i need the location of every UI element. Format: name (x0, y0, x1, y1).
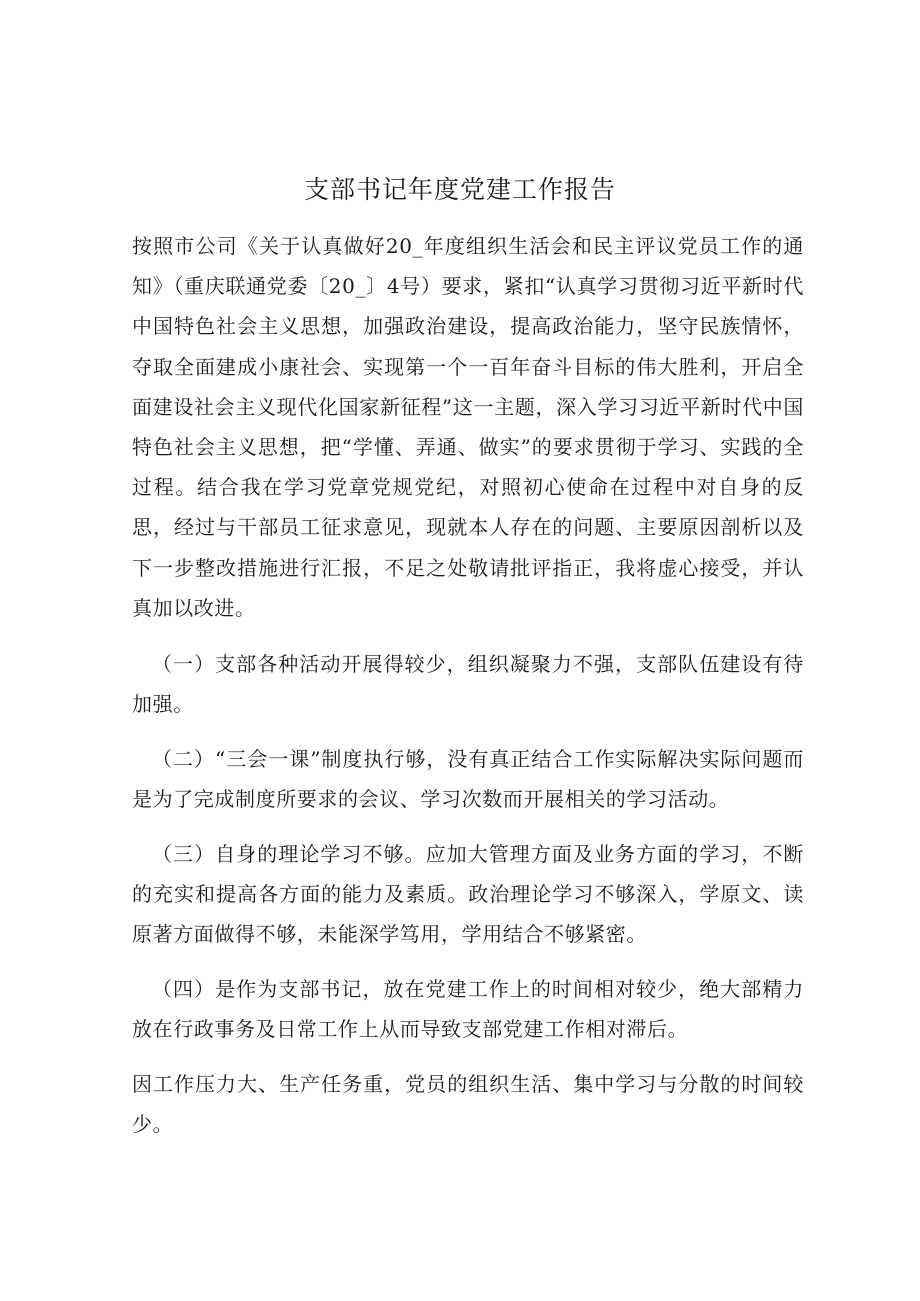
issue-paragraph-1: （一）支部各种活动开展得较少，组织凝聚力不强，支部队伍建设有待加强。 (132, 652, 804, 717)
issue-paragraph-2: （二）“三会一课”制度执行够，没有真正结合工作实际解决实际问题而是为了完成制度所要求的会议、学习次数而开展相关的学习活动。 (132, 747, 804, 812)
issue-paragraph-4: （四）是作为支部书记，放在党建工作上的时间相对较少，绝大部精力放在行政事务及日常工作上从而导致支部党建工作相对滞后。 (132, 977, 804, 1042)
document-title: 支部书记年度党建工作报告 (303, 175, 616, 204)
document-body (132, 226, 804, 1144)
intro-paragraph: 按照市公司《关于认真做好20_年度组织生活会和民主评议党员工作的通知》（重庆联通党委〔20_〕4号）要求，紧扣“认真学习贯彻习近平新时代中国特色社会主义思想，加强政治建设，提高政治能力，坚守民族情怀，夺取全面建成小康社会、实现第一个一百年奋斗目标的伟大胜利，开启全面建设社会主义现代化国家新征程”这一主题，深入学习习近平新时代中国特色社会主义思想，把“学懂、弄通、做实”的要求贯彻于学习、实践的全过程。结合我在学习党章党规党纪，对照初心使命在过程中对自身的反思，经过与干部员工征求意见，现就本人存在的问题、主要原因剖析以及下一步整改措施进行汇报，不足之处敬请批评指正，我将虚心接受，并认真加以改进。 (132, 234, 804, 620)
issue-paragraph-3: （三）自身的理论学习不够。应加大管理方面及业务方面的学习，不断的充实和提高各方面的能力及素质。政治理论学习不够深入，学原文、读原著方面做得不够，未能深学笃用，学用结合不够紧密。 (132, 842, 804, 947)
closing-paragraph: 因工作压力大、生产任务重，党员的组织生活、集中学习与分散的时间较少。 (132, 1072, 804, 1137)
